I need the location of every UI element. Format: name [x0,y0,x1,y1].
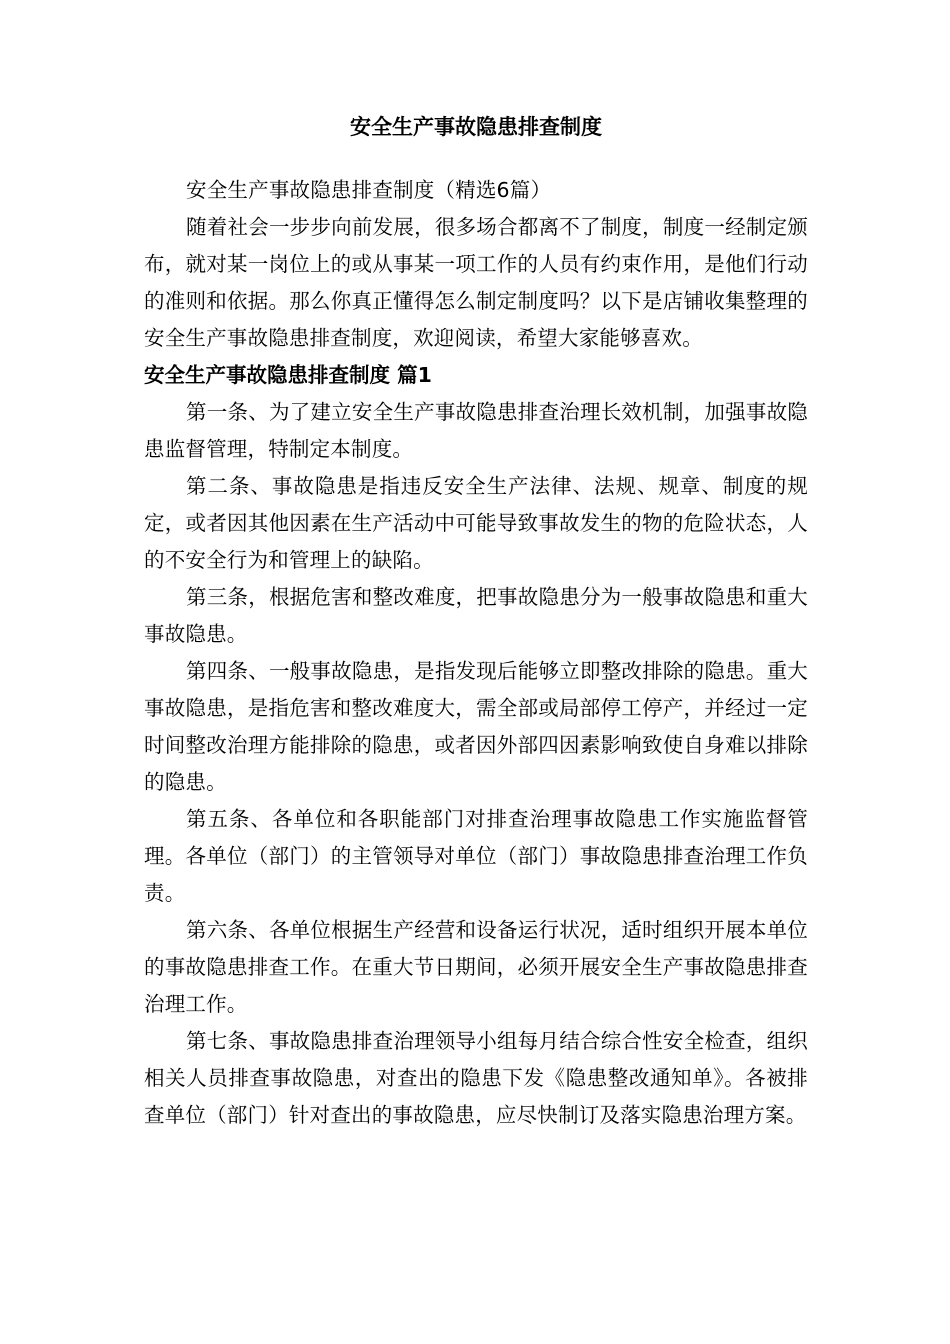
article-paragraph: 第七条、事故隐患排查治理领导小组每月结合综合性安全检查，组织相关人员排查事故隐患，对查出的隐患下发《隐患整改通知单》。各被排查单位（部门）针对查出的事故隐患，应尽快制订及落实隐患治理方案。 [144,1029,808,1127]
intro-paragraph: 安全生产事故隐患排查制度（精选6篇） [186,178,552,202]
article-paragraph: 第三条，根据危害和整改难度，把事故隐患分为一般事故隐患和重大事故隐患。 [144,585,808,646]
document-body [144,172,808,1134]
document-title: 安全生产事故隐患排查制度 [350,115,602,139]
article-paragraph: 第四条、一般事故隐患，是指发现后能够立即整改排除的隐患。重大事故隐患，是指危害和整改难度大，需全部或局部停工停产，并经过一定时间整改治理方能排除的隐患，或者因外部四因素影响致使自身难以排除的隐患。 [144,659,808,794]
article-paragraph: 第一条、为了建立安全生产事故隐患排查治理长效机制，加强事故隐患监督管理，特制定本制度。 [144,400,808,461]
section-heading: 安全生产事故隐患排查制度 篇1 [144,363,432,387]
article-paragraph: 第二条、事故隐患是指违反安全生产法律、法规、规章、制度的规定，或者因其他因素在生产活动中可能导致事故发生的物的危险状态，人的不安全行为和管理上的缺陷。 [144,474,808,572]
intro-paragraph: 随着社会一步步向前发展，很多场合都离不了制度，制度一经制定颁布，就对某一岗位上的或从事某一项工作的人员有约束作用，是他们行动的准则和依据。那么你真正懂得怎么制定制度吗？以下是店铺收集整理的安全生产事故隐患排查制度，欢迎阅读，希望大家能够喜欢。 [144,215,808,350]
article-paragraph: 第六条、各单位根据生产经营和设备运行状况，适时组织开展本单位的事故隐患排查工作。在重大节日期间，必须开展安全生产事故隐患排查治理工作。 [144,918,808,1016]
article-paragraph: 第五条、各单位和各职能部门对排查治理事故隐患工作实施监督管理。各单位（部门）的主管领导对单位（部门）事故隐患排查治理工作负责。 [144,807,808,905]
